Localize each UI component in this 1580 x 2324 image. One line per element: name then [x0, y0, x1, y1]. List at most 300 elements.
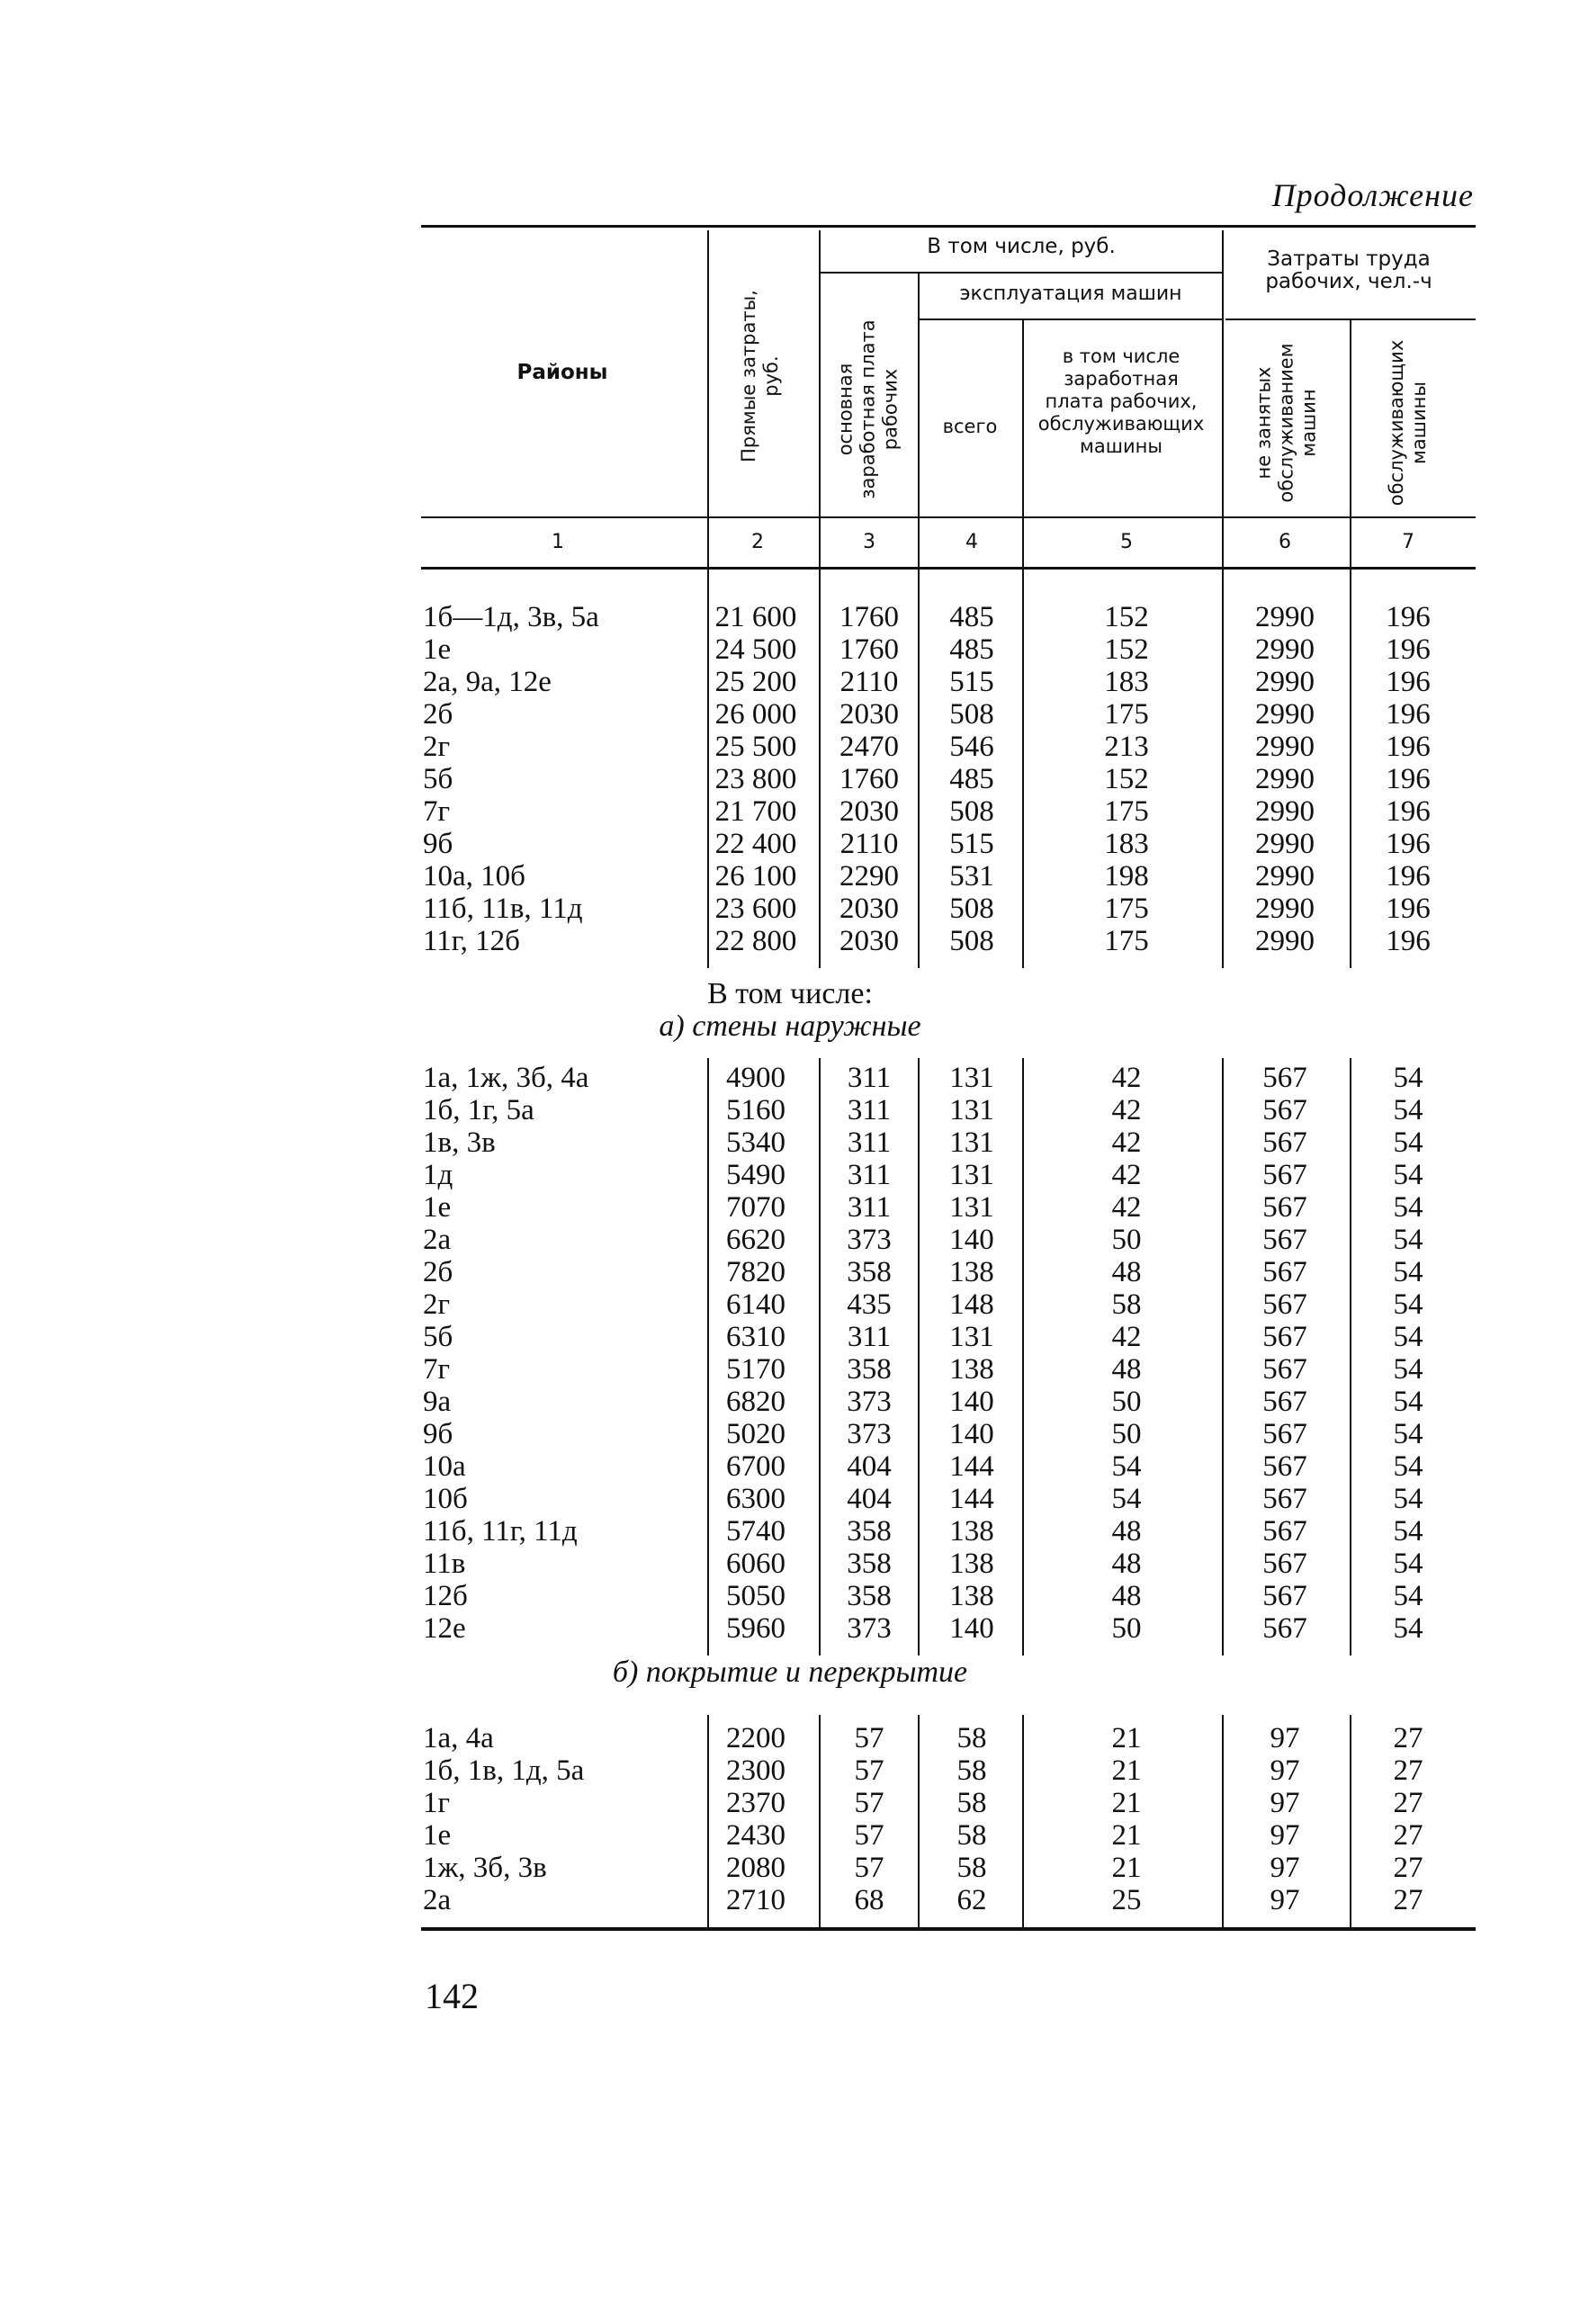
- cell-labor-not-operating: 2990: [1255, 893, 1315, 925]
- cell-region: 1б, 1г, 5а: [423, 1094, 534, 1126]
- cell-region: 1д: [423, 1159, 453, 1191]
- cell-operators-wage: 21: [1111, 1722, 1142, 1754]
- hdr-vline-3: [918, 274, 920, 567]
- header-machine-operation: эксплуатация машин: [959, 283, 1182, 305]
- table-row: [0, 763, 1580, 795]
- cell-base-wage: 1760: [839, 633, 899, 666]
- cell-base-wage: 358: [847, 1515, 892, 1548]
- cell-machine-total: 140: [949, 1224, 994, 1256]
- cell-base-wage: 57: [854, 1787, 884, 1819]
- cell-base-wage: 435: [847, 1288, 892, 1321]
- cell-direct-costs: 6820: [726, 1386, 786, 1418]
- cell-labor-not-operating: 97: [1270, 1754, 1300, 1787]
- cell-operators-wage: 42: [1111, 1094, 1142, 1126]
- column-separator: [1222, 1058, 1224, 1656]
- cell-labor-not-operating: 2990: [1255, 698, 1315, 731]
- cell-operators-wage: 48: [1111, 1353, 1142, 1386]
- cell-labor-operating: 54: [1393, 1126, 1423, 1159]
- section-a-title: стены наружные: [692, 1009, 921, 1043]
- table-row: [0, 1062, 1580, 1094]
- cell-labor-not-operating: 567: [1262, 1062, 1307, 1094]
- table-row: [0, 1288, 1580, 1321]
- cell-direct-costs: 5740: [726, 1515, 786, 1548]
- table-row: [0, 1852, 1580, 1884]
- cell-labor-operating: 54: [1393, 1288, 1423, 1321]
- colnum-5: 5: [1120, 531, 1133, 553]
- table-row: [0, 1418, 1580, 1450]
- cell-labor-not-operating: 2990: [1255, 763, 1315, 795]
- cell-labor-not-operating: 567: [1262, 1159, 1307, 1191]
- cell-direct-costs: 2300: [726, 1754, 786, 1787]
- cell-region: 11в: [423, 1548, 466, 1580]
- column-separator: [918, 565, 920, 968]
- table-row: [0, 1515, 1580, 1548]
- table-row: [0, 828, 1580, 860]
- table-row: [0, 860, 1580, 893]
- cell-labor-operating: 27: [1393, 1852, 1423, 1884]
- cell-labor-operating: 54: [1393, 1580, 1423, 1612]
- cell-operators-wage: 152: [1104, 601, 1149, 633]
- cell-labor-operating: 196: [1386, 666, 1431, 698]
- cell-direct-costs: 5170: [726, 1353, 786, 1386]
- cell-machine-total: 508: [949, 795, 994, 828]
- cell-operators-wage: 48: [1111, 1580, 1142, 1612]
- cell-labor-operating: 54: [1393, 1159, 1423, 1191]
- cell-region: 7г: [423, 795, 451, 828]
- header-base-wage: основная заработная плата рабочих: [834, 319, 902, 499]
- cell-labor-not-operating: 2990: [1255, 731, 1315, 763]
- cell-labor-operating: 27: [1393, 1819, 1423, 1852]
- cell-region: 1ж, 3б, 3в: [423, 1852, 547, 1884]
- cell-region: 12б: [423, 1580, 468, 1612]
- cell-labor-operating: 54: [1393, 1450, 1423, 1483]
- cell-direct-costs: 22 800: [714, 925, 797, 957]
- cell-labor-operating: 196: [1386, 893, 1431, 925]
- header-not-operating: не занятых обслуживанием машин: [1252, 343, 1320, 503]
- cell-labor-operating: 54: [1393, 1612, 1423, 1645]
- cell-labor-operating: 196: [1386, 795, 1431, 828]
- cell-direct-costs: 2430: [726, 1819, 786, 1852]
- colnum-3: 3: [863, 531, 875, 553]
- cell-direct-costs: 5490: [726, 1159, 786, 1191]
- cell-base-wage: 358: [847, 1256, 892, 1288]
- table-row: [0, 795, 1580, 828]
- cell-base-wage: 373: [847, 1386, 892, 1418]
- cell-machine-total: 531: [949, 860, 994, 893]
- cell-base-wage: 1760: [839, 601, 899, 633]
- cell-machine-total: 508: [949, 893, 994, 925]
- cell-base-wage: 311: [847, 1321, 892, 1353]
- cell-machine-total: 138: [949, 1580, 994, 1612]
- cell-labor-operating: 54: [1393, 1353, 1423, 1386]
- column-separator: [1350, 1058, 1351, 1656]
- cell-operators-wage: 21: [1111, 1819, 1142, 1852]
- colnum-7: 7: [1402, 531, 1414, 553]
- cell-labor-operating: 196: [1386, 633, 1431, 666]
- cell-operators-wage: 21: [1111, 1754, 1142, 1787]
- cell-base-wage: 68: [854, 1884, 884, 1916]
- cell-machine-total: 485: [949, 601, 994, 633]
- cell-base-wage: 2470: [839, 731, 899, 763]
- cell-machine-total: 58: [956, 1819, 987, 1852]
- section-a-prefix: а): [659, 1009, 685, 1043]
- cell-region: 11б, 11в, 11д: [423, 893, 583, 925]
- table-row: [0, 601, 1580, 633]
- cell-direct-costs: 23 800: [714, 763, 797, 795]
- cell-region: 12е: [423, 1612, 466, 1645]
- cell-direct-costs: 7820: [726, 1256, 786, 1288]
- cell-machine-total: 58: [956, 1787, 987, 1819]
- cell-machine-total: 131: [949, 1094, 994, 1126]
- cell-direct-costs: 26 000: [714, 698, 797, 731]
- table-row: [0, 1224, 1580, 1256]
- cell-labor-operating: 196: [1386, 698, 1431, 731]
- column-separator: [1350, 1715, 1351, 1927]
- cell-labor-not-operating: 567: [1262, 1094, 1307, 1126]
- cell-operators-wage: 50: [1111, 1418, 1142, 1450]
- cell-operators-wage: 54: [1111, 1450, 1142, 1483]
- table-row: [0, 633, 1580, 666]
- cell-machine-total: 138: [949, 1548, 994, 1580]
- cell-labor-not-operating: 567: [1262, 1483, 1307, 1515]
- cell-labor-operating: 196: [1386, 731, 1431, 763]
- cell-labor-not-operating: 567: [1262, 1515, 1307, 1548]
- cell-operators-wage: 50: [1111, 1386, 1142, 1418]
- cell-region: 1е: [423, 1819, 452, 1852]
- cell-direct-costs: 26 100: [714, 860, 797, 893]
- cell-labor-operating: 54: [1393, 1321, 1423, 1353]
- column-separator: [1222, 565, 1224, 968]
- table-row: [0, 1722, 1580, 1754]
- cell-operators-wage: 152: [1104, 633, 1149, 666]
- cell-direct-costs: 25 200: [714, 666, 797, 698]
- cell-machine-total: 148: [949, 1288, 994, 1321]
- cell-direct-costs: 2710: [726, 1884, 786, 1916]
- column-separator: [819, 1715, 821, 1927]
- cell-labor-operating: 196: [1386, 828, 1431, 860]
- cell-direct-costs: 6300: [726, 1483, 786, 1515]
- cell-machine-total: 508: [949, 925, 994, 957]
- cell-direct-costs: 5020: [726, 1418, 786, 1450]
- cell-base-wage: 2030: [839, 698, 899, 731]
- colnum-4: 4: [965, 531, 978, 553]
- including-label: В том числе:: [707, 977, 873, 1010]
- cell-region: 1а, 1ж, 3б, 4а: [423, 1062, 589, 1094]
- cell-base-wage: 57: [854, 1819, 884, 1852]
- cell-machine-total: 515: [949, 666, 994, 698]
- cell-base-wage: 2030: [839, 893, 899, 925]
- colnum-2: 2: [751, 531, 764, 553]
- cell-region: 2а: [423, 1224, 452, 1256]
- cell-direct-costs: 22 400: [714, 828, 797, 860]
- cell-machine-total: 485: [949, 633, 994, 666]
- cell-labor-not-operating: 567: [1262, 1191, 1307, 1224]
- cell-labor-not-operating: 2990: [1255, 860, 1315, 893]
- cell-base-wage: 57: [854, 1722, 884, 1754]
- cell-machine-total: 62: [956, 1884, 987, 1916]
- hdr-vline-2: [819, 230, 821, 567]
- cell-labor-operating: 27: [1393, 1787, 1423, 1819]
- cell-labor-operating: 54: [1393, 1256, 1423, 1288]
- cell-base-wage: 2110: [839, 666, 899, 698]
- cell-base-wage: 57: [854, 1852, 884, 1884]
- cell-labor-operating: 54: [1393, 1094, 1423, 1126]
- cell-region: 2б: [423, 1256, 453, 1288]
- cell-machine-total: 485: [949, 763, 994, 795]
- cell-labor-operating: 54: [1393, 1191, 1423, 1224]
- cell-region: 2а: [423, 1884, 452, 1916]
- table-row: [0, 731, 1580, 763]
- cell-region: 1а, 4а: [423, 1722, 494, 1754]
- cell-labor-not-operating: 567: [1262, 1450, 1307, 1483]
- table-row: [0, 1819, 1580, 1852]
- cell-region: 10а, 10б: [423, 860, 525, 893]
- cell-operators-wage: 42: [1111, 1191, 1142, 1224]
- column-separator: [1350, 565, 1351, 968]
- cell-region: 9б: [423, 828, 453, 860]
- cell-labor-not-operating: 567: [1262, 1612, 1307, 1645]
- cell-direct-costs: 6620: [726, 1224, 786, 1256]
- cell-region: 5б: [423, 1321, 453, 1353]
- cell-operators-wage: 58: [1111, 1288, 1142, 1321]
- cell-base-wage: 373: [847, 1224, 892, 1256]
- cell-labor-not-operating: 567: [1262, 1548, 1307, 1580]
- table-row: [0, 1483, 1580, 1515]
- cell-labor-operating: 27: [1393, 1884, 1423, 1916]
- cell-base-wage: 358: [847, 1548, 892, 1580]
- table-row: [0, 666, 1580, 698]
- cell-direct-costs: 21 600: [714, 601, 797, 633]
- table-row: [0, 1094, 1580, 1126]
- rule-colnums-bottom: [421, 567, 1476, 570]
- column-separator: [918, 1715, 920, 1927]
- cell-region: 1в, 3в: [423, 1126, 496, 1159]
- cell-operators-wage: 213: [1104, 731, 1149, 763]
- cell-region: 7г: [423, 1353, 451, 1386]
- cell-labor-not-operating: 567: [1262, 1580, 1307, 1612]
- column-separator: [819, 1058, 821, 1656]
- cell-operators-wage: 183: [1104, 666, 1149, 698]
- table-row: [0, 1787, 1580, 1819]
- cell-direct-costs: 2370: [726, 1787, 786, 1819]
- cell-machine-total: 140: [949, 1386, 994, 1418]
- cell-labor-not-operating: 567: [1262, 1224, 1307, 1256]
- header-regions: Районы: [516, 361, 608, 384]
- cell-labor-not-operating: 2990: [1255, 633, 1315, 666]
- cell-machine-total: 138: [949, 1515, 994, 1548]
- header-including-rub: В том числе, руб.: [927, 235, 1116, 258]
- column-separator: [1022, 1715, 1024, 1927]
- rule-including: [821, 272, 1222, 274]
- table-row: [0, 1612, 1580, 1645]
- cell-base-wage: 2030: [839, 795, 899, 828]
- cell-labor-not-operating: 567: [1262, 1288, 1307, 1321]
- cell-labor-operating: 27: [1393, 1722, 1423, 1754]
- cell-machine-total: 131: [949, 1126, 994, 1159]
- cell-operators-wage: 48: [1111, 1548, 1142, 1580]
- column-separator: [819, 565, 821, 968]
- cell-labor-operating: 54: [1393, 1062, 1423, 1094]
- cell-labor-operating: 196: [1386, 925, 1431, 957]
- cell-machine-total: 138: [949, 1353, 994, 1386]
- column-separator: [707, 1058, 709, 1656]
- cell-region: 11г, 12б: [423, 925, 520, 957]
- cell-direct-costs: 23 600: [714, 893, 797, 925]
- cell-machine-total: 138: [949, 1256, 994, 1288]
- cell-base-wage: 311: [847, 1126, 892, 1159]
- cell-region: 9а: [423, 1386, 452, 1418]
- table-row: [0, 925, 1580, 957]
- cell-labor-not-operating: 567: [1262, 1386, 1307, 1418]
- hdr-vline-4: [1022, 320, 1024, 567]
- cell-labor-not-operating: 97: [1270, 1852, 1300, 1884]
- cell-labor-not-operating: 2990: [1255, 828, 1315, 860]
- table-row: [0, 1754, 1580, 1787]
- cell-base-wage: 2030: [839, 925, 899, 957]
- cell-labor-operating: 196: [1386, 860, 1431, 893]
- cell-operators-wage: 175: [1104, 795, 1149, 828]
- cell-direct-costs: 5160: [726, 1094, 786, 1126]
- cell-labor-not-operating: 2990: [1255, 601, 1315, 633]
- cell-region: 9б: [423, 1418, 453, 1450]
- cell-region: 10а: [423, 1450, 466, 1483]
- cell-labor-operating: 54: [1393, 1386, 1423, 1418]
- cell-machine-total: 140: [949, 1612, 994, 1645]
- table-row: [0, 1353, 1580, 1386]
- cell-labor-operating: 54: [1393, 1548, 1423, 1580]
- section-a-label: [0, 1009, 1580, 1044]
- cell-base-wage: 1760: [839, 763, 899, 795]
- cell-operators-wage: 175: [1104, 893, 1149, 925]
- cell-base-wage: 2290: [839, 860, 899, 893]
- cell-base-wage: 311: [847, 1062, 892, 1094]
- header-incl-wage-operators: в том числе заработная плата рабочих, обслуживающих машины: [1037, 345, 1205, 457]
- cell-labor-not-operating: 97: [1270, 1787, 1300, 1819]
- rule-machine-operation: [920, 319, 1222, 320]
- cell-region: 2г: [423, 731, 451, 763]
- cell-machine-total: 131: [949, 1159, 994, 1191]
- hdr-vline-6: [1350, 320, 1351, 567]
- colnum-1: 1: [552, 531, 564, 553]
- cell-region: 1е: [423, 633, 452, 666]
- cell-operators-wage: 54: [1111, 1483, 1142, 1515]
- cell-direct-costs: 2200: [726, 1722, 786, 1754]
- cell-direct-costs: 6310: [726, 1321, 786, 1353]
- column-separator: [707, 1715, 709, 1927]
- cell-labor-not-operating: 567: [1262, 1418, 1307, 1450]
- column-separator: [1022, 565, 1024, 968]
- table-row: [0, 1256, 1580, 1288]
- cell-base-wage: 404: [847, 1450, 892, 1483]
- cell-labor-not-operating: 97: [1270, 1722, 1300, 1754]
- cell-direct-costs: 7070: [726, 1191, 786, 1224]
- cell-operators-wage: 21: [1111, 1787, 1142, 1819]
- cell-operators-wage: 48: [1111, 1256, 1142, 1288]
- cell-region: 2б: [423, 698, 453, 731]
- cell-operators-wage: 48: [1111, 1515, 1142, 1548]
- cell-labor-not-operating: 97: [1270, 1819, 1300, 1852]
- cell-region: 2г: [423, 1288, 451, 1321]
- cell-direct-costs: 25 500: [714, 731, 797, 763]
- colnum-6: 6: [1279, 531, 1291, 553]
- hdr-vline-1: [707, 230, 709, 567]
- cell-machine-total: 546: [949, 731, 994, 763]
- cell-labor-operating: 54: [1393, 1515, 1423, 1548]
- table-row: [0, 1386, 1580, 1418]
- table-row: [0, 1450, 1580, 1483]
- cell-machine-total: 58: [956, 1722, 987, 1754]
- cell-machine-total: 58: [956, 1754, 987, 1787]
- cell-labor-operating: 54: [1393, 1418, 1423, 1450]
- table-row: [0, 1321, 1580, 1353]
- header-labor-costs: Затраты труда рабочих, чел.-ч: [1265, 247, 1432, 293]
- cell-region: 1е: [423, 1191, 452, 1224]
- cell-operators-wage: 42: [1111, 1159, 1142, 1191]
- cell-base-wage: 311: [847, 1094, 892, 1126]
- cell-direct-costs: 6140: [726, 1288, 786, 1321]
- cell-labor-operating: 54: [1393, 1224, 1423, 1256]
- cell-region: 10б: [423, 1483, 468, 1515]
- table-bottom-rule: [421, 1927, 1476, 1931]
- cell-base-wage: 57: [854, 1754, 884, 1787]
- table-row: [0, 1884, 1580, 1916]
- table-row: [0, 698, 1580, 731]
- cell-direct-costs: 6700: [726, 1450, 786, 1483]
- cell-operators-wage: 50: [1111, 1224, 1142, 1256]
- cell-region: 11б, 11г, 11д: [423, 1515, 578, 1548]
- cell-direct-costs: 6060: [726, 1548, 786, 1580]
- cell-labor-not-operating: 567: [1262, 1353, 1307, 1386]
- cell-labor-not-operating: 567: [1262, 1321, 1307, 1353]
- cell-operators-wage: 42: [1111, 1321, 1142, 1353]
- cell-machine-total: 144: [949, 1450, 994, 1483]
- cell-operators-wage: 50: [1111, 1612, 1142, 1645]
- cell-labor-not-operating: 2990: [1255, 795, 1315, 828]
- cell-machine-total: 515: [949, 828, 994, 860]
- cell-region: 1б, 1в, 1д, 5а: [423, 1754, 585, 1787]
- rule-header-bottom: [421, 516, 1476, 518]
- cell-labor-operating: 196: [1386, 763, 1431, 795]
- cell-direct-costs: 24 500: [714, 633, 797, 666]
- cell-operators-wage: 25: [1111, 1884, 1142, 1916]
- header-direct-costs: Прямые затраты, руб.: [738, 290, 782, 462]
- cell-machine-total: 144: [949, 1483, 994, 1515]
- cell-direct-costs: 5340: [726, 1126, 786, 1159]
- cell-direct-costs: 5050: [726, 1580, 786, 1612]
- cell-operators-wage: 42: [1111, 1062, 1142, 1094]
- page-number: 142: [425, 1976, 479, 2016]
- column-separator: [1222, 1715, 1224, 1927]
- table-row: [0, 1580, 1580, 1612]
- table-row: [0, 1126, 1580, 1159]
- continuation-label: Продолжение: [1271, 177, 1474, 213]
- cell-operators-wage: 175: [1104, 925, 1149, 957]
- header-total: всего: [942, 416, 998, 437]
- cell-machine-total: 58: [956, 1852, 987, 1884]
- cell-operators-wage: 175: [1104, 698, 1149, 731]
- cell-region: 5б: [423, 763, 453, 795]
- cell-base-wage: 311: [847, 1191, 892, 1224]
- section-b-label: б) покрытие и перекрытие: [612, 1656, 968, 1689]
- cell-machine-total: 131: [949, 1062, 994, 1094]
- cell-labor-not-operating: 567: [1262, 1256, 1307, 1288]
- cell-base-wage: 358: [847, 1353, 892, 1386]
- cell-base-wage: 373: [847, 1418, 892, 1450]
- table-row: [0, 893, 1580, 925]
- cell-labor-not-operating: 2990: [1255, 925, 1315, 957]
- cell-base-wage: 311: [847, 1159, 892, 1191]
- cell-base-wage: 358: [847, 1580, 892, 1612]
